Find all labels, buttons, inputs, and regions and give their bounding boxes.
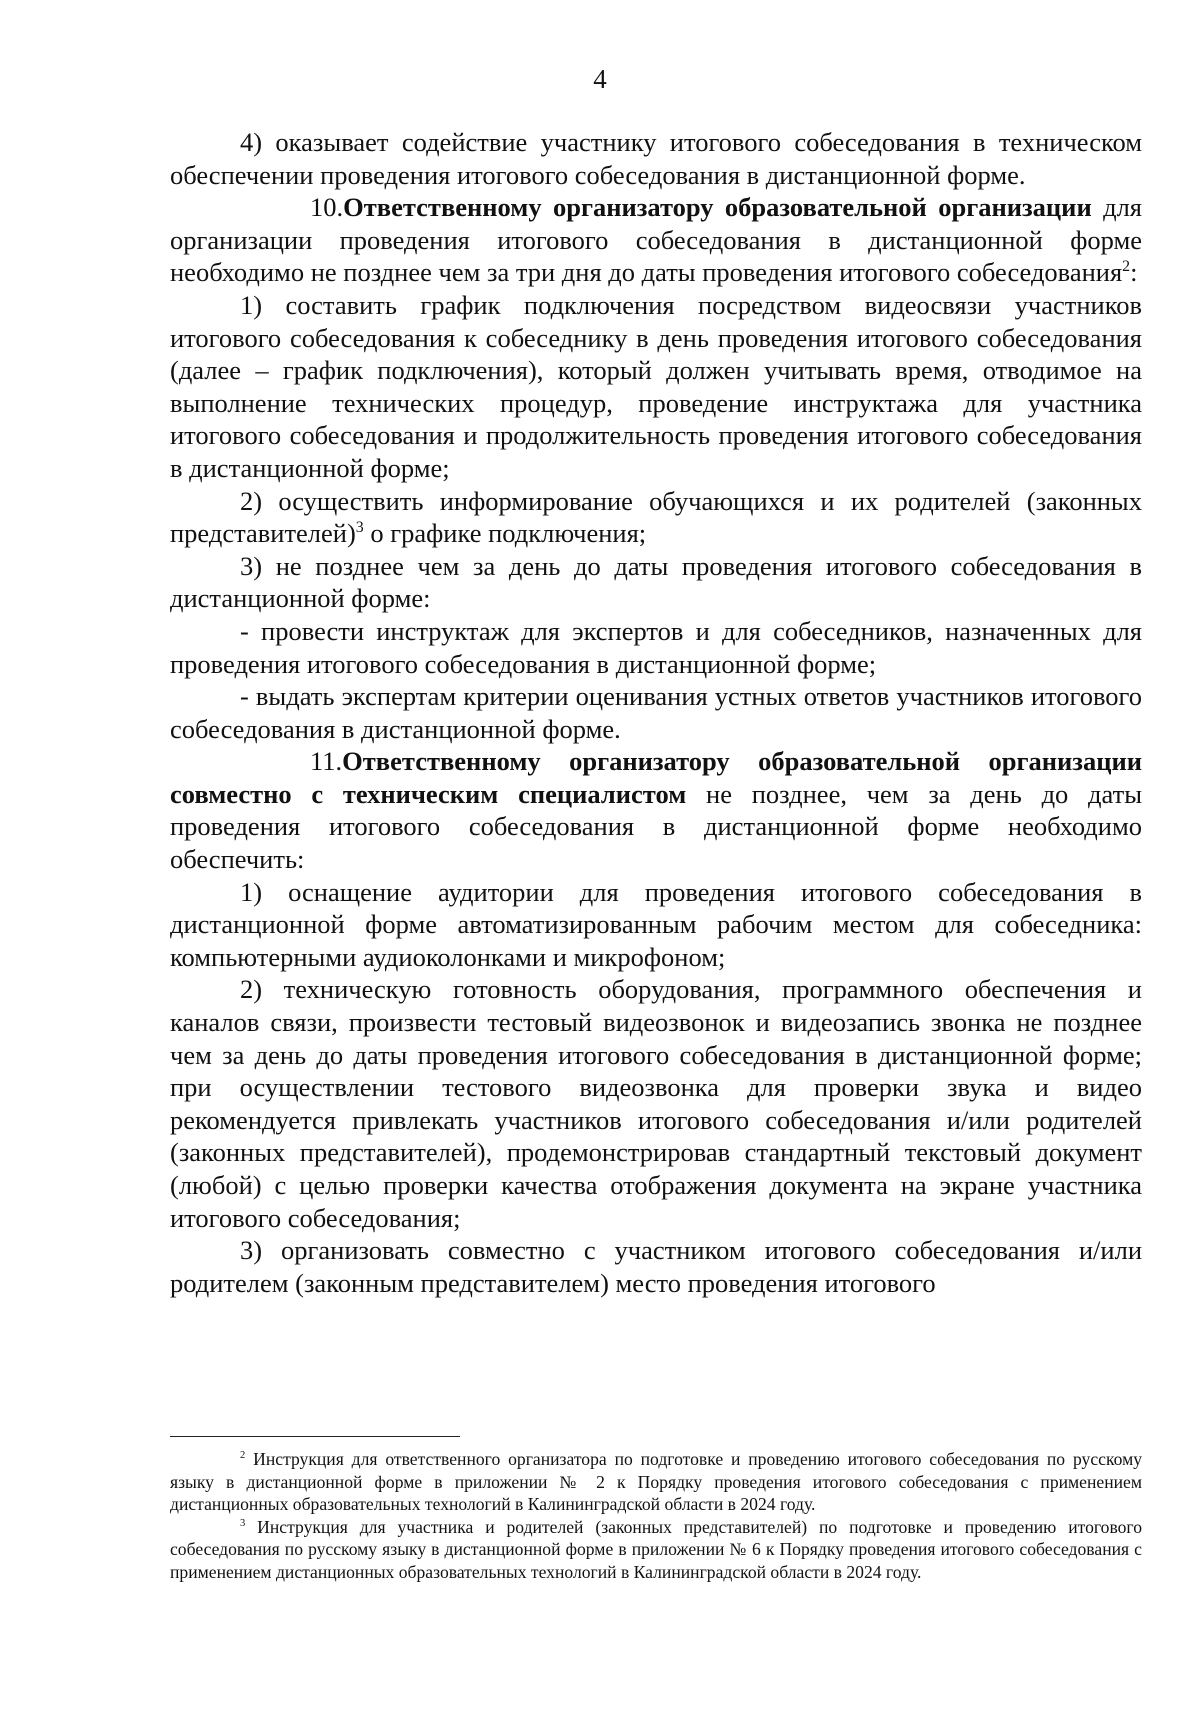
paragraph-text: - выдать экспертам критерии оценивания устных ответов участников итогового собеседования в дистанционной форме. xyxy=(170,681,1142,744)
paragraph-sub-1 xyxy=(170,876,1142,974)
paragraph-bold-lead: Ответственному организатору образовательной организации xyxy=(343,192,1092,223)
paragraph-text: 2) осуществить информирование обучающихся и их родителей (законных представителей) xyxy=(170,485,1142,549)
paragraph-sub-2 xyxy=(170,485,1142,550)
paragraph-text: 3) не позднее чем за день до даты проведения итогового собеседования в дистанционной форме: xyxy=(170,550,1142,614)
paragraph-dash-2 xyxy=(170,680,1142,745)
footnote-item xyxy=(170,1516,1142,1584)
paragraph-text: не позднее, чем за день до даты проведения итогового собеседования в дистанционной форме необходимо обеспечить: xyxy=(170,778,1142,875)
paragraph-text: - провести инструктаж для экспертов и для собеседников, назначенных для проведения итогового собеседования в дистанционной форме; xyxy=(170,615,1142,679)
paragraph-dash-1 xyxy=(170,615,1142,680)
paragraph-sub-3 xyxy=(170,1234,1142,1299)
footnote-text: Инструкция для ответственного организатора по подготовке и проведению итогового собеседования по русскому языку в дистанционной форме в приложении № 2 к Порядку проведения итогового собеседования с применением дистанционных образовательных технологий в Калининградской области в 2024 году. xyxy=(170,1449,1142,1514)
footnote-divider xyxy=(170,1436,460,1437)
paragraph-tail: о графике подключения; xyxy=(363,518,647,549)
footnote-mark: 2 xyxy=(240,1450,246,1462)
paragraph-text: для организации проведения итогового собеседования в дистанционной форме необходимо не позднее чем за три дня до даты проведения итогового собеседования xyxy=(170,192,1142,288)
paragraph-text: 3) организовать совместно с участником итогового собеседования и/или родителем (законным представителем) место проведения итогового xyxy=(170,1235,1142,1298)
footnote-mark: 3 xyxy=(240,1517,246,1529)
paragraph-text: 2) техническую готовность оборудования, программного обеспечения и каналов связи, произвести тестовый видеозвонок и видеозапись звонка не позднее чем за день до даты проведения итогового собеседования в дистанционной форме; при осуществлении тестового видеозвонка для проверки звука и видео рекомендуется привлекать участников итогового собеседования и/или родителей (законных представителей), продемонстрировав стандартный текстовый документ (любой) с целью проверки качества отображения документа на экране участника итогового собеседования; xyxy=(170,974,1142,1233)
paragraph-item-4 xyxy=(170,126,1142,191)
paragraph-bold-lead: Ответственному организатору образовательной организации совместно с техническим специалистом xyxy=(170,746,1142,809)
paragraph-text: 1) оснащение аудитории для проведения итогового собеседования в дистанционной форме автоматизированным рабочим местом для собеседника: компьютерными аудиоколонками и микрофоном; xyxy=(170,876,1142,972)
paragraph-text: 4) оказывает содействие участнику итогового собеседования в техническом обеспечении проведения итогового собеседования в дистанционной форме. xyxy=(170,127,1142,190)
footnote-text: Инструкция для участника и родителей (законных представителей) по подготовке и проведению итогового собеседования по русскому языку в дистанционной форме в приложении № 6 к Порядку проведения итогового собеседования с применением дистанционных образовательных технологий в Калининградской области в 2024 году. xyxy=(170,1516,1142,1582)
footnote-item xyxy=(170,1448,1142,1516)
paragraph-sub-2 xyxy=(170,973,1142,1234)
document-body xyxy=(170,126,1142,1299)
paragraph-sub-3 xyxy=(170,550,1142,615)
page-number: 4 xyxy=(593,64,607,94)
footnotes xyxy=(170,1448,1142,1583)
paragraph-tail: : xyxy=(1130,257,1138,288)
footnote-ref[interactable]: 3 xyxy=(355,519,364,537)
paragraph-11 xyxy=(170,745,1142,875)
footnote-ref[interactable]: 2 xyxy=(1122,258,1131,276)
paragraph-sub-1 xyxy=(170,289,1142,485)
paragraph-number: 11. xyxy=(310,746,343,777)
paragraph-number: 10. xyxy=(310,192,344,223)
paragraph-10 xyxy=(170,191,1142,289)
paragraph-text: 1) составить график подключения посредством видеосвязи участников итогового собеседования к собеседнику в день проведения итогового собеседования (далее – график подключения), который должен учитывать время, отводимое на выполнение технических процедур, проведение инструктажа для участника итогового собеседования и продолжительность проведения итогового собеседования в дистанционной форме; xyxy=(170,289,1142,483)
